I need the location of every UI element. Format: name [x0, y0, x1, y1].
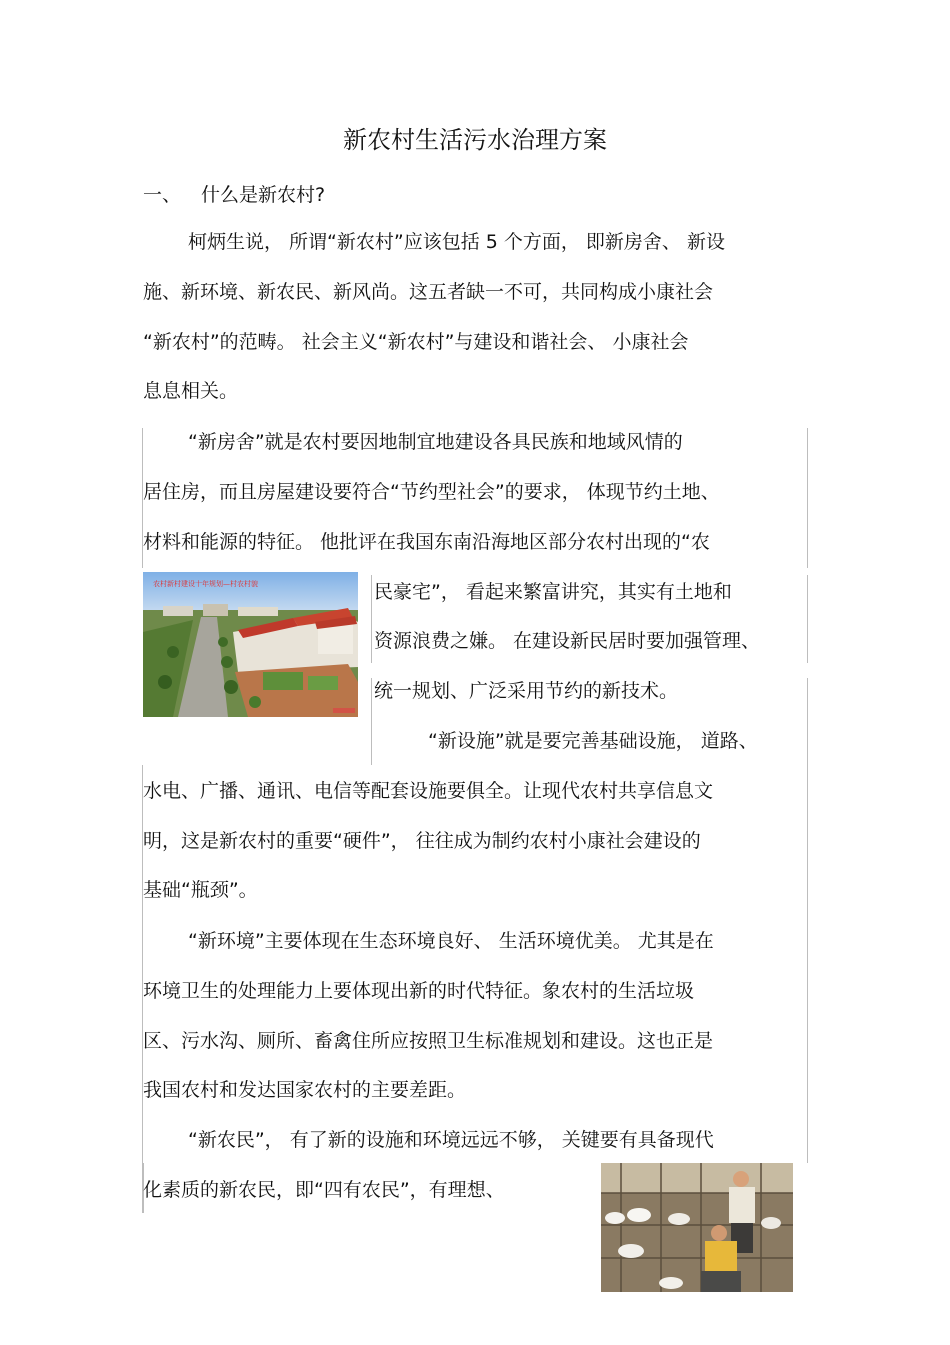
text-line: 材料和能源的特征。 他批评在我国东南沿海地区部分农村出现的“农 — [143, 531, 710, 553]
text-line: 水电、广播、通讯、电信等配套设施要俱全。让现代农村共享信息文 — [143, 780, 714, 802]
text-line: 明，这是新农村的重要“硬件”， 往往成为制约农村小康社会建设的 — [143, 830, 701, 852]
rabbit-farm-photo — [601, 1163, 793, 1292]
text-line: 息息相关。 — [143, 380, 239, 402]
village-aerial-photo — [143, 572, 358, 717]
text-line: 施、新环境、新农民、新风尚。这五者缺一不可，共同构成小康社会 — [143, 281, 714, 303]
page-title: 新农村生活污水治理方案 — [343, 126, 607, 154]
text-line: “新农民”， 有了新的设施和环境远远不够， 关键要有具备现代 — [188, 1129, 714, 1151]
text-line: “新设施”就是要完善基础设施， 道路、 — [428, 730, 758, 752]
section-heading-text: 什么是新农村? — [201, 184, 326, 206]
text-line: 基础“瓶颈”。 — [143, 879, 258, 901]
section-heading — [143, 180, 325, 210]
text-line: 居住房，而且房屋建设要符合“节约型社会”的要求， 体现节约土地、 — [143, 481, 720, 503]
text-line: 区、污水沟、厕所、畜禽住所应按照卫生标准规划和建设。这也正是 — [143, 1030, 714, 1052]
text-line: 统一规划、广泛采用节约的新技术。 — [374, 680, 679, 702]
text-line: “新农村”的范畴。 社会主义“新农村”与建设和谐社会、 小康社会 — [143, 331, 689, 353]
text-line: 资源浪费之嫌。 在建设新民居时要加强管理、 — [374, 630, 761, 652]
text-line: 民豪宅”， 看起来繁富讲究，其实有土地和 — [374, 581, 732, 603]
text-line: 环境卫生的处理能力上要体现出新的时代特征。象农村的生活垃圾 — [143, 980, 695, 1002]
text-line: “新房舍”就是农村要因地制宜地建设各具民族和地域风情的 — [188, 431, 683, 453]
text-line: “新环境”主要体现在生态环境良好、 生活环境优美。 尤其是在 — [188, 930, 714, 952]
section-number: 一、 — [143, 184, 182, 206]
text-line: 柯炳生说， 所谓“新农村”应该包括 5 个方面， 即新房舍、 新设 — [188, 231, 725, 253]
text-line: 化素质的新农民，即“四有农民”，有理想、 — [143, 1179, 505, 1201]
photo-caption: 农村新村建设十年规划—村农村貌 — [153, 580, 258, 588]
text-line: 我国农村和发达国家农村的主要差距。 — [143, 1079, 467, 1101]
